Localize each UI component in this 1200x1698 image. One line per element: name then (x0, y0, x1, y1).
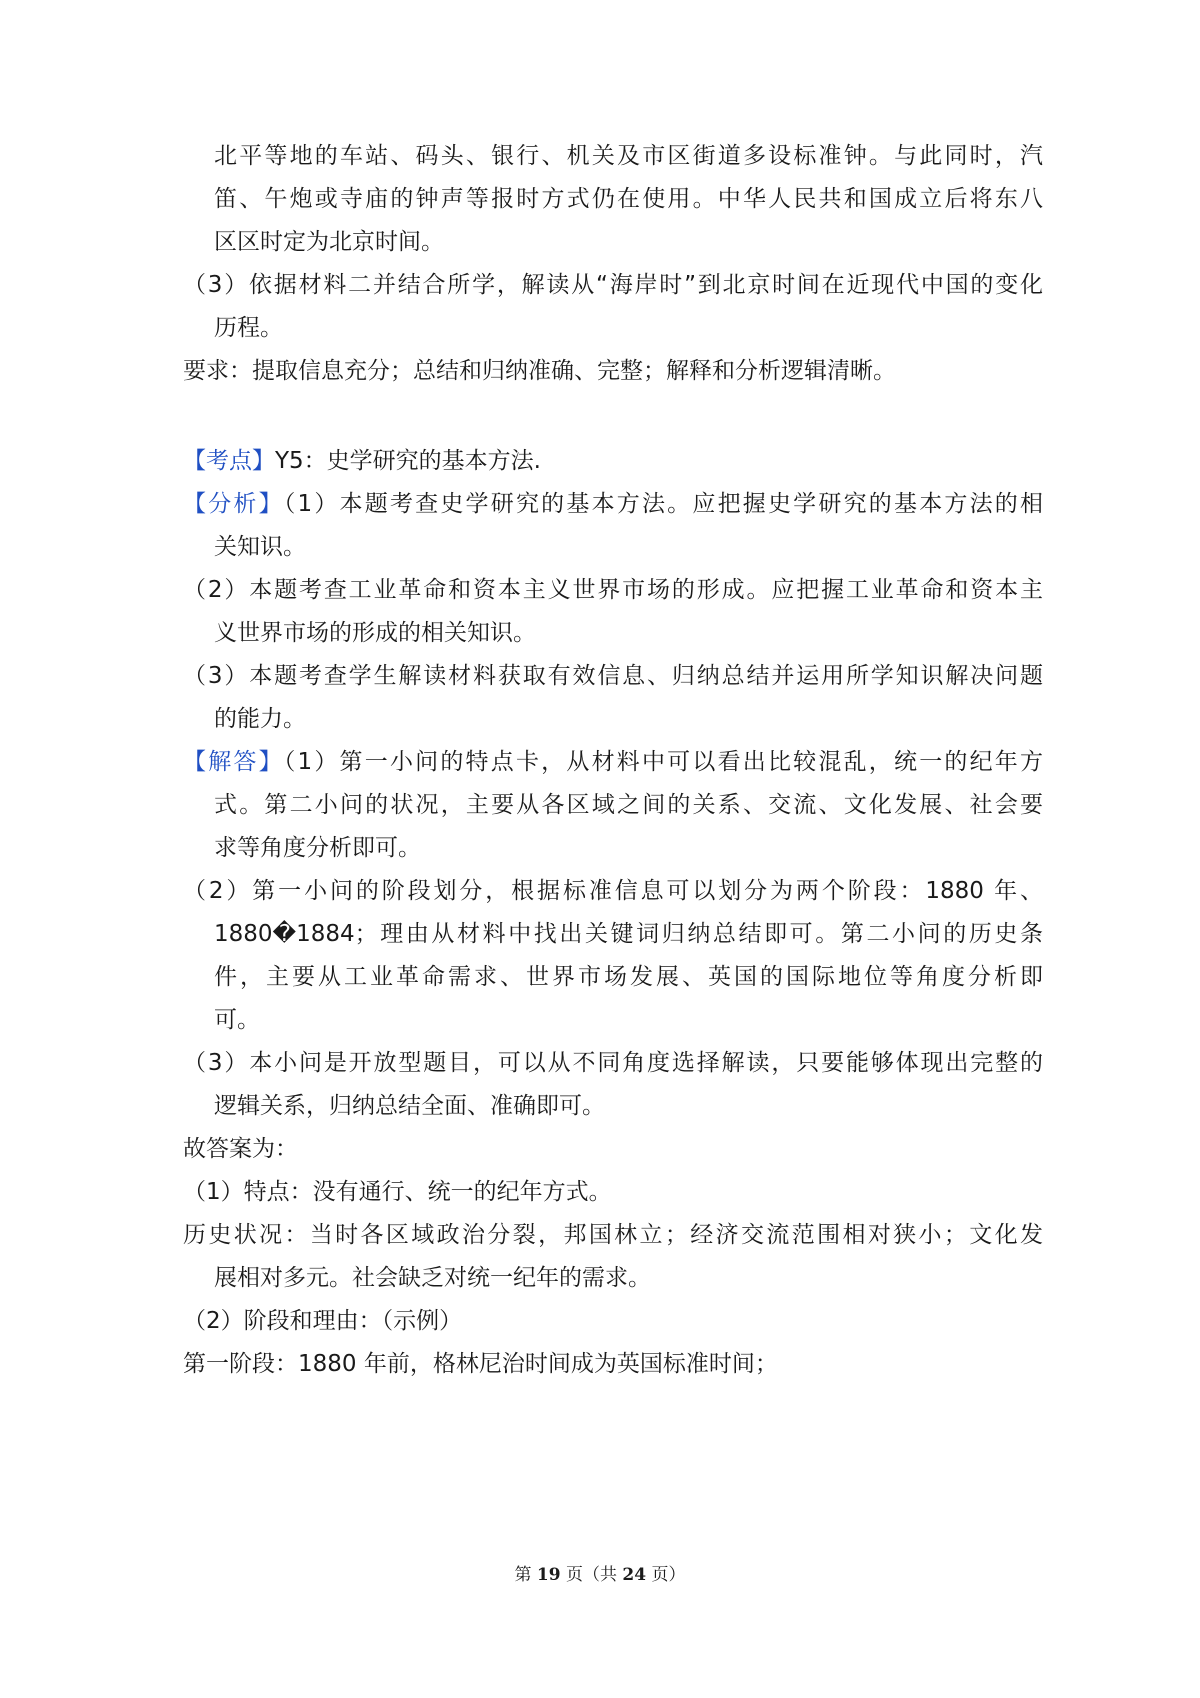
fenxi-line (183, 488, 1043, 520)
jieda-text: （1）第一小问的特点卡，从材料中可以看出比较混乱，统一的纪年方 (283, 749, 1043, 775)
text-line: 求等角度分析即可。 (214, 835, 421, 861)
jieda-tag: 【解答】 (183, 749, 284, 775)
text-line: 件，主要从工业革命需求、世界市场发展、英国的国际地位等角度分析即 (214, 964, 1043, 990)
footer-prefix: 第 (514, 1565, 537, 1585)
text-line: （2）第一小问的阶段划分，根据标准信息可以划分为两个阶段：1880 年、 (183, 878, 1043, 904)
answer-line: （1）特点：没有通行、统一的纪年方式。 (183, 1179, 612, 1205)
text-line: 的能力。 (214, 706, 306, 732)
jieda-line (183, 746, 1043, 778)
footer-suffix: 页） (646, 1565, 686, 1585)
footer-total-pages: 24 (622, 1565, 647, 1585)
question-3: （3）依据材料二并结合所学，解读从“海岸时”到北京时间在近现代中国的变化 (183, 272, 1043, 298)
kaodian-tag: 【考点】 (183, 448, 275, 474)
footer-mid: 页（共 (560, 1565, 623, 1585)
text-line: 北平等地的车站、码头、银行、机关及市区街道多设标准钟。与此同时，汽 (214, 143, 1043, 169)
fenxi-tag: 【分析】 (183, 491, 284, 517)
answer-line: 第一阶段：1880 年前，格林尼治时间成为英国标准时间； (183, 1351, 778, 1377)
text-line: 关知识。 (214, 534, 306, 560)
text-line: 逻辑关系，归纳总结全面、准确即可。 (214, 1093, 605, 1119)
text-line: 1880�1884；理由从材料中找出关键词归纳总结即可。第二小问的历史条 (214, 921, 1043, 947)
answer-line: 历史状况：当时各区域政治分裂，邦国林立；经济交流范围相对狭小；文化发 (183, 1222, 1043, 1248)
text-line: 区区时定为北京时间。 (214, 229, 444, 255)
answer-line: （2）阶段和理由：（示例） (183, 1308, 463, 1334)
text-line: （3）本题考查学生解读材料获取有效信息、归纳总结并运用所学知识解决问题 (183, 663, 1043, 689)
text-line: 笛、午炮或寺庙的钟声等报时方式仍在使用。中华人民共和国成立后将东八 (214, 186, 1043, 212)
text-line: 可。 (214, 1007, 260, 1033)
text-line: （3）本小问是开放型题目，可以从不同角度选择解读，只要能够体现出完整的 (183, 1050, 1043, 1076)
text-line: （2）本题考查工业革命和资本主义世界市场的形成。应把握工业革命和资本主 (183, 577, 1043, 603)
text-line: 历程。 (214, 315, 283, 341)
fenxi-text: （1）本题考查史学研究的基本方法。应把握史学研究的基本方法的相 (283, 491, 1043, 517)
text-line: 义世界市场的形成的相关知识。 (214, 620, 536, 646)
answer-line: 展相对多元。社会缺乏对统一纪年的需求。 (214, 1265, 651, 1291)
kaodian-line (183, 445, 541, 477)
page-footer (0, 1560, 1200, 1585)
kaodian-text: Y5：史学研究的基本方法. (275, 448, 541, 474)
footer-page-number: 19 (536, 1565, 561, 1585)
answer-heading: 故答案为： (183, 1136, 298, 1162)
requirement-line: 要求：提取信息充分；总结和归纳准确、完整；解释和分析逻辑清晰。 (183, 358, 896, 384)
text-line: 式。第二小问的状况，主要从各区域之间的关系、交流、文化发展、社会要 (214, 792, 1043, 818)
